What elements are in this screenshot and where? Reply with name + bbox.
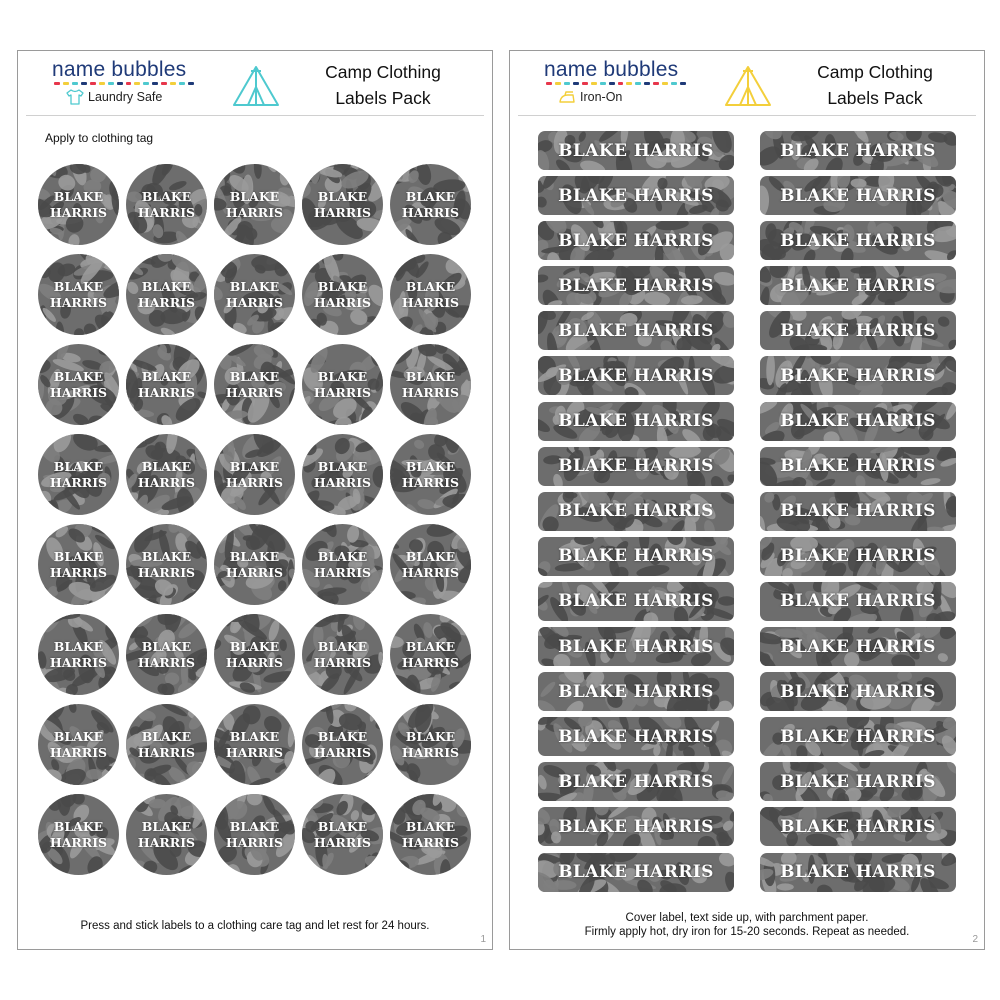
iron-on-name-label (760, 762, 956, 801)
iron-on-name-label (760, 221, 956, 260)
label-first-name: BLAKE (405, 728, 456, 744)
label-name-text (302, 704, 383, 785)
iron-on-name-label (538, 853, 734, 892)
label-first-name: BLAKE (317, 368, 368, 384)
round-name-label (126, 704, 207, 785)
iron-on-name-label (760, 853, 956, 892)
label-first-name: BLAKE (141, 638, 192, 654)
iron-on-name-label (760, 717, 956, 756)
label-name-text (38, 704, 119, 785)
label-name-text (126, 524, 207, 605)
iron-on-name-label (538, 266, 734, 305)
label-name-text (38, 434, 119, 515)
label-last-name: HARRIS (401, 294, 460, 310)
label-name-text: BLAKE HARRIS (780, 411, 936, 432)
label-last-name: HARRIS (137, 834, 196, 850)
label-name-text (390, 344, 471, 425)
label-first-name: BLAKE (141, 548, 192, 564)
footer-instructions (510, 911, 984, 939)
label-name-text: BLAKE HARRIS (558, 681, 714, 702)
label-last-name: HARRIS (137, 474, 196, 490)
round-name-label (38, 434, 119, 515)
label-first-name: BLAKE (141, 368, 192, 384)
label-last-name: HARRIS (225, 564, 284, 580)
label-first-name: BLAKE (53, 278, 104, 294)
label-name-text: BLAKE HARRIS (558, 185, 714, 206)
sub-brand-label: Laundry Safe (88, 90, 163, 104)
label-name-text (390, 704, 471, 785)
label-name-text: BLAKE HARRIS (558, 365, 714, 386)
iron-on-name-label (760, 447, 956, 486)
label-last-name: HARRIS (137, 744, 196, 760)
iron-on-name-label (760, 627, 956, 666)
tshirt-icon (66, 89, 84, 105)
round-name-label (302, 344, 383, 425)
label-last-name: HARRIS (401, 744, 460, 760)
label-name-text: BLAKE HARRIS (558, 816, 714, 837)
iron-on-name-label (538, 807, 734, 846)
round-name-label (38, 704, 119, 785)
round-label-grid (38, 164, 478, 875)
brand-dots (546, 82, 686, 86)
label-last-name: HARRIS (313, 564, 372, 580)
label-name-text: BLAKE HARRIS (780, 275, 936, 296)
label-last-name: HARRIS (49, 204, 108, 220)
label-name-text (302, 164, 383, 245)
round-name-label (390, 164, 471, 245)
label-last-name: HARRIS (225, 834, 284, 850)
label-first-name: BLAKE (53, 458, 104, 474)
label-name-text (390, 614, 471, 695)
round-name-label (214, 614, 295, 695)
label-name-text: BLAKE HARRIS (780, 681, 936, 702)
round-name-label (38, 344, 119, 425)
label-sheet-laundry-safe (17, 50, 493, 950)
label-name-text: BLAKE HARRIS (558, 320, 714, 341)
pack-title (308, 59, 458, 111)
label-name-text (214, 794, 295, 875)
label-name-text: BLAKE HARRIS (780, 546, 936, 567)
label-name-text (214, 524, 295, 605)
label-last-name: HARRIS (313, 834, 372, 850)
label-name-text: BLAKE HARRIS (780, 185, 936, 206)
tent-icon (231, 65, 281, 107)
round-name-label (126, 794, 207, 875)
label-name-text: BLAKE HARRIS (558, 230, 714, 251)
label-name-text (126, 344, 207, 425)
round-name-label (302, 254, 383, 335)
label-first-name: BLAKE (317, 278, 368, 294)
label-name-text (38, 254, 119, 335)
label-last-name: HARRIS (137, 204, 196, 220)
label-last-name: HARRIS (49, 294, 108, 310)
sub-brand (558, 88, 622, 106)
label-first-name: BLAKE (405, 818, 456, 834)
iron-on-name-label (538, 221, 734, 260)
footer-line1: Press and stick labels to a clothing care tag and let rest for 24 hours. (80, 920, 430, 932)
footer-instructions (18, 919, 492, 933)
pack-title-line1: Camp Clothing (817, 62, 933, 82)
footer-line1: Cover label, text side up, with parchment paper. (625, 912, 869, 924)
iron-on-name-label (538, 672, 734, 711)
label-first-name: BLAKE (229, 458, 280, 474)
round-name-label (126, 254, 207, 335)
iron-on-name-label (760, 176, 956, 215)
label-last-name: HARRIS (313, 654, 372, 670)
label-name-text (126, 704, 207, 785)
label-first-name: BLAKE (229, 188, 280, 204)
iron-on-name-label (538, 627, 734, 666)
label-last-name: HARRIS (49, 834, 108, 850)
label-first-name: BLAKE (141, 278, 192, 294)
round-name-label (126, 614, 207, 695)
iron-on-label-grid (538, 131, 958, 892)
round-name-label (390, 344, 471, 425)
iron-on-name-label (538, 447, 734, 486)
label-name-text: BLAKE HARRIS (558, 771, 714, 792)
label-last-name: HARRIS (49, 474, 108, 490)
label-last-name: HARRIS (225, 204, 284, 220)
footer-line2: Firmly apply hot, dry iron for 15-20 seconds. Repeat as needed. (584, 926, 910, 938)
round-name-label (214, 704, 295, 785)
page-number: 1 (480, 934, 486, 945)
label-first-name: BLAKE (405, 548, 456, 564)
label-name-text (302, 434, 383, 515)
label-first-name: BLAKE (53, 638, 104, 654)
iron-on-name-label (538, 176, 734, 215)
header-divider (26, 115, 484, 116)
round-name-label (390, 704, 471, 785)
label-last-name: HARRIS (137, 654, 196, 670)
iron-on-name-label (538, 131, 734, 170)
label-name-text: BLAKE HARRIS (558, 501, 714, 522)
instruction-text: Apply to clothing tag (45, 131, 154, 145)
brand-logo: name bubbles (544, 58, 679, 81)
iron-on-name-label (538, 311, 734, 350)
round-name-label (126, 164, 207, 245)
label-first-name: BLAKE (317, 818, 368, 834)
iron-on-name-label (538, 492, 734, 531)
label-name-text: BLAKE HARRIS (558, 726, 714, 747)
sub-brand-label: Iron-On (580, 90, 623, 104)
iron-on-name-label (760, 582, 956, 621)
label-first-name: BLAKE (405, 368, 456, 384)
round-name-label (390, 794, 471, 875)
round-name-label (390, 434, 471, 515)
label-name-text: BLAKE HARRIS (558, 275, 714, 296)
label-last-name: HARRIS (313, 744, 372, 760)
label-name-text (302, 254, 383, 335)
label-name-text (302, 524, 383, 605)
pack-title-line2: Labels Pack (827, 88, 923, 108)
round-name-label (38, 794, 119, 875)
label-name-text: BLAKE HARRIS (780, 230, 936, 251)
round-name-label (214, 434, 295, 515)
iron-on-name-label (760, 356, 956, 395)
label-first-name: BLAKE (141, 818, 192, 834)
label-first-name: BLAKE (229, 818, 280, 834)
label-name-text: BLAKE HARRIS (558, 862, 714, 882)
label-name-text (126, 254, 207, 335)
label-last-name: HARRIS (225, 384, 284, 400)
round-name-label (302, 794, 383, 875)
label-name-text: BLAKE HARRIS (780, 862, 936, 882)
round-name-label (302, 434, 383, 515)
label-name-text (38, 524, 119, 605)
label-last-name: HARRIS (401, 204, 460, 220)
label-name-text: BLAKE HARRIS (558, 411, 714, 432)
label-name-text (214, 434, 295, 515)
label-first-name: BLAKE (229, 638, 280, 654)
label-last-name: HARRIS (49, 564, 108, 580)
label-last-name: HARRIS (49, 384, 108, 400)
label-name-text: BLAKE HARRIS (558, 636, 714, 657)
iron-on-name-label (538, 356, 734, 395)
round-name-label (126, 524, 207, 605)
label-name-text (126, 794, 207, 875)
label-first-name: BLAKE (405, 188, 456, 204)
label-first-name: BLAKE (141, 728, 192, 744)
label-name-text (214, 614, 295, 695)
label-last-name: HARRIS (225, 654, 284, 670)
label-first-name: BLAKE (317, 548, 368, 564)
iron-on-name-label (760, 537, 956, 576)
round-name-label (302, 524, 383, 605)
round-name-label (390, 254, 471, 335)
label-first-name: BLAKE (405, 458, 456, 474)
label-name-text: BLAKE HARRIS (780, 726, 936, 747)
label-first-name: BLAKE (229, 728, 280, 744)
round-name-label (126, 434, 207, 515)
label-first-name: BLAKE (53, 188, 104, 204)
label-last-name: HARRIS (401, 834, 460, 850)
label-name-text (214, 254, 295, 335)
iron-on-name-label (538, 762, 734, 801)
iron-on-name-label (760, 131, 956, 170)
label-last-name: HARRIS (137, 384, 196, 400)
round-name-label (214, 794, 295, 875)
label-last-name: HARRIS (313, 294, 372, 310)
iron-on-name-label (538, 582, 734, 621)
label-last-name: HARRIS (313, 204, 372, 220)
iron-on-name-label (760, 311, 956, 350)
round-name-label (38, 254, 119, 335)
label-name-text (214, 164, 295, 245)
round-name-label (302, 614, 383, 695)
iron-on-name-label (538, 537, 734, 576)
label-name-text: BLAKE HARRIS (780, 320, 936, 341)
round-name-label (214, 524, 295, 605)
round-name-label (126, 344, 207, 425)
label-name-text: BLAKE HARRIS (780, 365, 936, 386)
label-first-name: BLAKE (229, 368, 280, 384)
label-name-text: BLAKE HARRIS (780, 501, 936, 522)
label-first-name: BLAKE (317, 188, 368, 204)
label-first-name: BLAKE (317, 458, 368, 474)
iron-on-name-label (760, 672, 956, 711)
round-name-label (38, 614, 119, 695)
label-sheet-iron-on (509, 50, 985, 950)
label-first-name: BLAKE (141, 188, 192, 204)
label-first-name: BLAKE (317, 728, 368, 744)
label-name-text (390, 524, 471, 605)
round-name-label (38, 164, 119, 245)
iron-on-name-label (760, 807, 956, 846)
label-first-name: BLAKE (53, 818, 104, 834)
round-name-label (38, 524, 119, 605)
iron-on-name-label (760, 266, 956, 305)
label-name-text: BLAKE HARRIS (780, 636, 936, 657)
label-name-text (390, 794, 471, 875)
label-name-text (38, 344, 119, 425)
label-last-name: HARRIS (313, 474, 372, 490)
header-divider (518, 115, 976, 116)
label-last-name: HARRIS (225, 294, 284, 310)
round-name-label (390, 524, 471, 605)
label-last-name: HARRIS (401, 474, 460, 490)
iron-on-name-label (538, 402, 734, 441)
label-first-name: BLAKE (141, 458, 192, 474)
label-first-name: BLAKE (53, 368, 104, 384)
label-name-text (390, 434, 471, 515)
iron-on-name-label (760, 402, 956, 441)
pack-title (800, 59, 950, 111)
label-name-text (390, 164, 471, 245)
label-first-name: BLAKE (53, 728, 104, 744)
sub-brand (66, 88, 162, 106)
label-last-name: HARRIS (225, 474, 284, 490)
pack-title-line1: Camp Clothing (325, 62, 441, 82)
label-name-text (390, 254, 471, 335)
round-name-label (390, 614, 471, 695)
label-name-text (214, 344, 295, 425)
label-name-text (38, 614, 119, 695)
round-name-label (302, 704, 383, 785)
label-last-name: HARRIS (225, 744, 284, 760)
label-last-name: HARRIS (401, 564, 460, 580)
round-name-label (214, 254, 295, 335)
label-name-text (126, 434, 207, 515)
label-name-text (302, 614, 383, 695)
page-number: 2 (972, 934, 978, 945)
label-name-text (302, 794, 383, 875)
label-first-name: BLAKE (405, 638, 456, 654)
label-name-text: BLAKE HARRIS (558, 456, 714, 477)
round-name-label (302, 164, 383, 245)
label-last-name: HARRIS (313, 384, 372, 400)
label-name-text: BLAKE HARRIS (558, 140, 714, 161)
label-name-text: BLAKE HARRIS (780, 816, 936, 837)
label-name-text: BLAKE HARRIS (780, 456, 936, 477)
label-first-name: BLAKE (229, 278, 280, 294)
iron-on-name-label (760, 492, 956, 531)
label-first-name: BLAKE (405, 278, 456, 294)
pack-title-line2: Labels Pack (335, 88, 431, 108)
label-last-name: HARRIS (137, 564, 196, 580)
label-last-name: HARRIS (401, 384, 460, 400)
label-name-text (302, 344, 383, 425)
label-last-name: HARRIS (401, 654, 460, 670)
label-last-name: HARRIS (49, 654, 108, 670)
label-name-text: BLAKE HARRIS (558, 591, 714, 612)
label-first-name: BLAKE (53, 548, 104, 564)
iron-icon (558, 89, 576, 105)
label-first-name: BLAKE (317, 638, 368, 654)
label-name-text: BLAKE HARRIS (780, 140, 936, 161)
brand-logo: name bubbles (52, 58, 187, 81)
label-name-text (38, 794, 119, 875)
label-name-text (126, 614, 207, 695)
label-name-text (38, 164, 119, 245)
label-name-text: BLAKE HARRIS (780, 771, 936, 792)
round-name-label (214, 164, 295, 245)
label-name-text: BLAKE HARRIS (780, 591, 936, 612)
label-name-text (214, 704, 295, 785)
iron-on-name-label (538, 717, 734, 756)
label-name-text (126, 164, 207, 245)
label-first-name: BLAKE (229, 548, 280, 564)
label-name-text: BLAKE HARRIS (558, 546, 714, 567)
label-last-name: HARRIS (49, 744, 108, 760)
round-name-label (214, 344, 295, 425)
tent-icon (723, 65, 773, 107)
brand-dots (54, 82, 194, 86)
label-last-name: HARRIS (137, 294, 196, 310)
